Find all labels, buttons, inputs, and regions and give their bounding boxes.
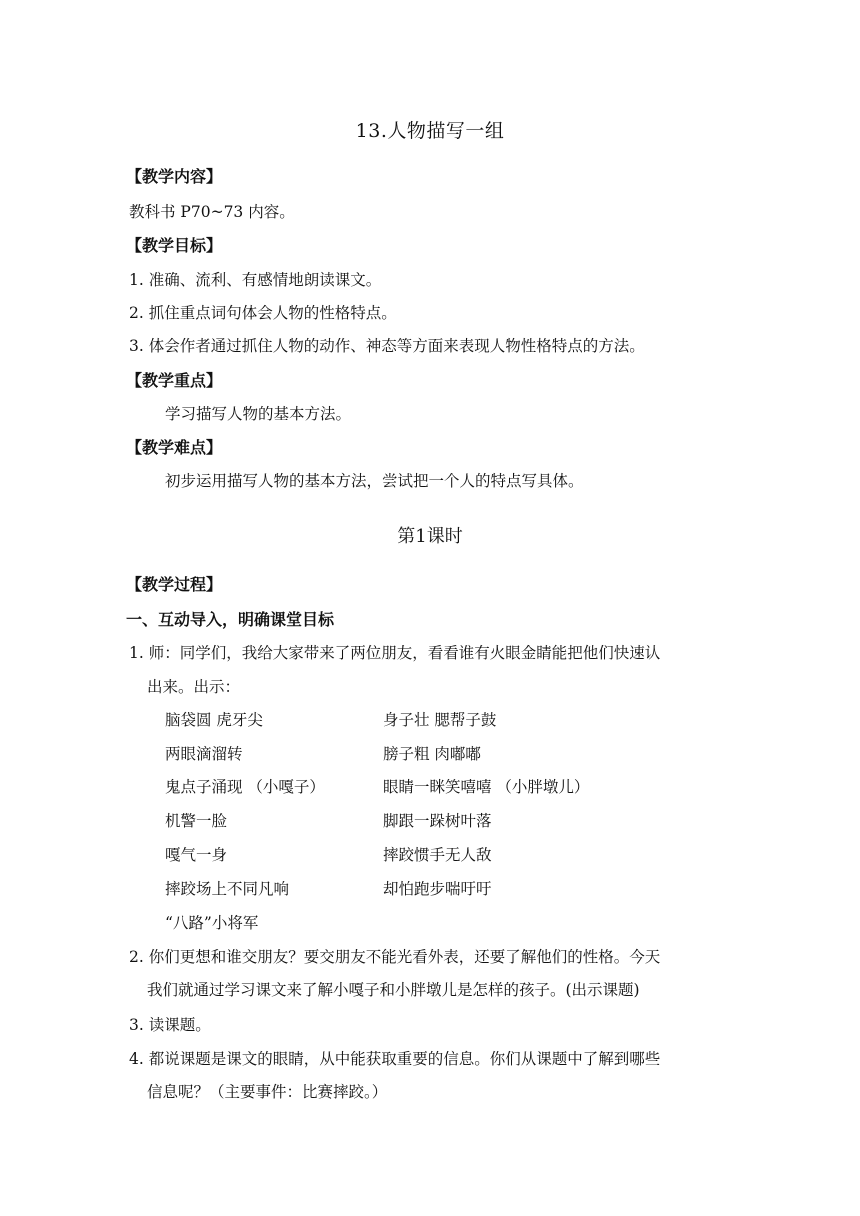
key-text: 学习描写人物的基本方法。 [165,405,352,423]
description-left: 鬼点子涌现 （小嘎子） [165,778,325,796]
goals-heading: 【教学目标】 [126,236,223,255]
step-2-line-2: 我们就通过学习课文来了解小嘎子和小胖墩儿是怎样的孩子。(出示课题) [147,981,640,999]
step-4-line-2: 信息呢？（主要事件：比赛摔跤。） [147,1083,388,1101]
content-text: 教科书 P70~73 内容。 [129,203,295,221]
process-heading: 【教学过程】 [126,575,223,594]
step-1-line-1: 1. 师：同学们，我给大家带来了两位朋友，看看谁有火眼金睛能把他们快速认 [129,644,661,662]
step-1-line-2: 出来。出示： [147,678,241,696]
description-right: 摔跤惯手无人敌 [383,846,492,864]
goal-item: 1. 准确、流利、有感情地朗读课文。 [129,271,382,289]
description-right: 膀子粗 肉嘟嘟 [383,745,481,763]
description-left: “八路”小将军 [165,914,259,932]
difficulty-heading: 【教学难点】 [126,438,223,457]
step-4-line-1: 4. 都说课题是课文的眼睛，从中能获取重要的信息。你们从课题中了解到哪些 [129,1050,661,1068]
description-right: 身子壮 腮帮子鼓 [383,711,497,729]
description-left: 摔跤场上不同凡响 [165,880,290,898]
description-left: 两眼滴溜转 [165,745,243,763]
lesson-title: 第1课时 [397,526,463,547]
description-left: 嘎气一身 [165,846,228,864]
description-right: 眼睛一眯笑嘻嘻 （小胖墩儿） [383,778,590,796]
section-heading: 一、互动导入，明确课堂目标 [126,610,335,629]
description-right: 却怕跑步喘吁吁 [383,880,492,898]
description-left: 机警一脸 [165,812,228,830]
description-left: 脑袋圆 虎牙尖 [165,711,263,729]
step-2-line-1: 2. 你们更想和谁交朋友？要交朋友不能光看外表，还要了解他们的性格。今天 [129,948,661,966]
description-right: 脚跟一跺树叶落 [383,812,492,830]
key-heading: 【教学重点】 [126,371,223,390]
content-heading: 【教学内容】 [126,167,223,186]
step-3: 3. 读课题。 [129,1016,211,1034]
goal-item: 2. 抓住重点词句体会人物的性格特点。 [129,304,397,322]
page-title: 13.人物描写一组 [355,120,505,142]
goal-item: 3. 体会作者通过抓住人物的动作、神态等方面来表现人物性格特点的方法。 [129,337,645,355]
difficulty-text: 初步运用描写人物的基本方法，尝试把一个人的特点写具体。 [165,472,584,490]
